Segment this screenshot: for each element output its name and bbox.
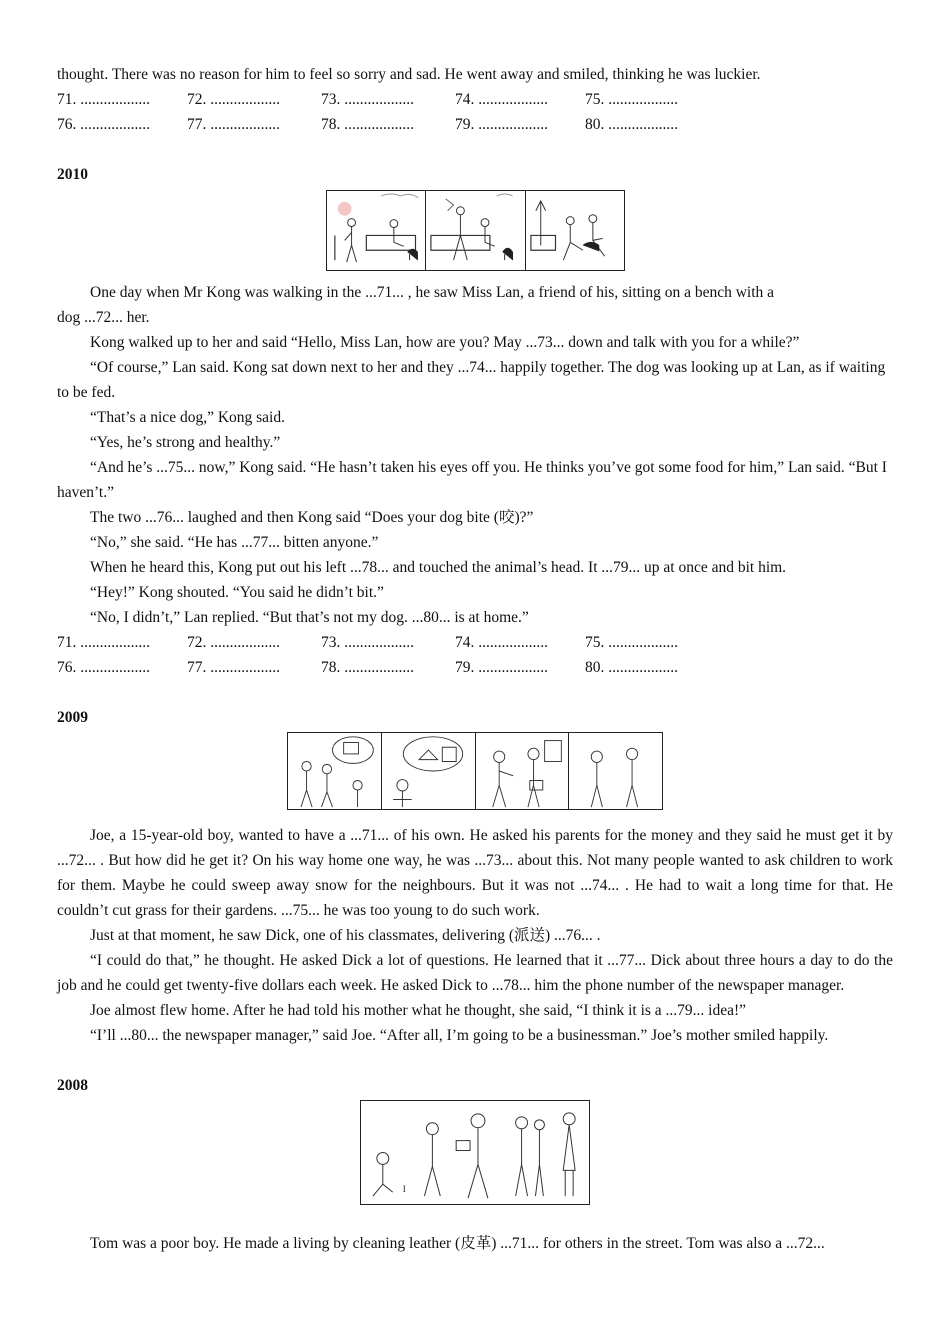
story-2009-paragraph: “I’ll ...80... the newspaper manager,” said Joe. “After all, I’m going to be a businessman.” Joe’s mother smiled happily.: [90, 1027, 829, 1044]
story-2010-paragraph: “No, I didn’t,” Lan replied. “But that’s not my dog. ...80... is at home.”: [90, 609, 529, 626]
comic-panel: [382, 733, 476, 809]
story-2009-paragraph: Joe almost flew home. After he had told his mother what he thought, she said, “I think it is a ...79... idea!”: [90, 1002, 747, 1019]
illustration-shoe-cleaner: [361, 1101, 589, 1204]
figure-2009: [57, 730, 893, 823]
comic-panel: [288, 733, 382, 809]
illustration-park-bench: [526, 191, 624, 270]
comic-panel: [327, 191, 426, 270]
blank-77: 77. ..................: [187, 659, 280, 676]
blank-78: 78. ..................: [321, 116, 414, 133]
story-2010-line-1: One day when Mr Kong was walking in the ...71... , he saw Miss Lan, a friend of his, sitting on a bench with a: [90, 284, 775, 301]
story-2010-paragraph: “Hey!” Kong shouted. “You said he didn’t bit.”: [90, 584, 384, 601]
svg-text:I: I: [402, 1184, 406, 1196]
story-2008-paragraph: Tom was a poor boy. He made a living by cleaning leather (皮革) ...71... for others in the street. Tom was also a ...72...: [90, 1235, 825, 1252]
intro-tail-text: thought. There was no reason for him to feel so sorry and sad. He went away and smiled, thinking he was luckier.: [57, 66, 761, 83]
story-2010-paragraph: The two ...76... laughed and then Kong said “Does your dog bite (咬)?”: [90, 509, 534, 526]
illustration-park-bench: [327, 191, 425, 270]
illustration-park-bench: [426, 191, 524, 270]
answer-row-1: [57, 87, 893, 112]
story-2009-paragraph: Joe, a 15-year-old boy, wanted to have a ...71... of his own. He asked his parents for the money and they said he must get it by ...72... . But how did he get it? On his way home one way, he was ...73... about this. Not many people wanted to ask children to work for them. Maybe he could sweep away snow for the neighbours. But it was not ...74... . He had to wait a long time for that. He couldn’t cut grass for their gardens. ...75... he was too young to do such work.: [57, 827, 893, 919]
comic-strip-2009: [287, 732, 663, 810]
blank-75: 75. ..................: [585, 91, 678, 108]
story-2010-paragraph: “And he’s ...75... now,” Kong said. “He hasn’t taken his eyes off you. He thinks you’ve got some food for him,” Lan said. “But I haven’t.”: [57, 459, 887, 501]
comic-panel: [426, 191, 525, 270]
answer-row-1: [57, 630, 893, 655]
blank-75: 75. ..................: [585, 634, 678, 651]
blank-80: 80. ..................: [585, 659, 678, 676]
illustration-boy-dreaming: [382, 733, 475, 809]
blank-73: 73. ..................: [321, 91, 414, 108]
blank-77: 77. ..................: [187, 116, 280, 133]
story-2010-paragraph: “That’s a nice dog,” Kong said.: [90, 409, 285, 426]
comic-strip-2010: [326, 190, 625, 271]
blank-76: 76. ..................: [57, 659, 150, 676]
story-2009-paragraph: Just at that moment, he saw Dick, one of his classmates, delivering (派送) ...76... .: [90, 927, 601, 944]
comic-panel: [361, 1101, 589, 1204]
blank-72: 72. ..................: [187, 91, 280, 108]
blank-74: 74. ..................: [455, 634, 548, 651]
answer-row-2: [57, 112, 893, 137]
year-heading-2010: 2010: [57, 166, 88, 183]
illustration-two-boys: [569, 733, 662, 809]
year-heading-2008: 2008: [57, 1077, 88, 1094]
blank-73: 73. ..................: [321, 634, 414, 651]
figure-2010: [57, 187, 893, 280]
comic-panel: [526, 191, 624, 270]
story-2009-paragraph: “I could do that,” he thought. He asked Dick a lot of questions. He learned that it ...77... Dick about three hours a day to do the job and he could get twenty-five dollars each week. He asked Dick to ...78... him the phone number of the newspaper manager.: [57, 952, 893, 994]
figure-2008: [57, 1098, 893, 1231]
story-2010-paragraph: “No,” she said. “He has ...77... bitten anyone.”: [90, 534, 379, 551]
illustration-2008: [360, 1100, 590, 1205]
blank-71: 71. ..................: [57, 634, 150, 651]
comic-panel: [476, 733, 570, 809]
blank-76: 76. ..................: [57, 116, 150, 133]
year-heading-2009: 2009: [57, 709, 88, 726]
story-2010-line-2: dog ...72... her.: [57, 309, 150, 326]
blank-78: 78. ..................: [321, 659, 414, 676]
blank-74: 74. ..................: [455, 91, 548, 108]
blank-72: 72. ..................: [187, 634, 280, 651]
comic-panel: [569, 733, 662, 809]
story-2010-paragraph: Kong walked up to her and said “Hello, Miss Lan, how are you? May ...73... down and talk with you for a while?”: [90, 334, 800, 351]
blank-71: 71. ..................: [57, 91, 150, 108]
document-page: [57, 62, 893, 1256]
answer-row-2: [57, 655, 893, 680]
blank-79: 79. ..................: [455, 116, 548, 133]
story-2010-paragraph: “Of course,” Lan said. Kong sat down next to her and they ...74... happily together. The dog was looking up at Lan, as if waiting to be fed.: [57, 359, 886, 401]
illustration-boy-thinking: [288, 733, 381, 809]
story-2010-paragraph: “Yes, he’s strong and healthy.”: [90, 434, 281, 451]
illustration-boys-newspapers: [476, 733, 569, 809]
blank-79: 79. ..................: [455, 659, 548, 676]
story-2010-paragraph: When he heard this, Kong put out his left ...78... and touched the animal’s head. It ...79... up at once and bit him.: [90, 559, 787, 576]
blank-80: 80. ..................: [585, 116, 678, 133]
